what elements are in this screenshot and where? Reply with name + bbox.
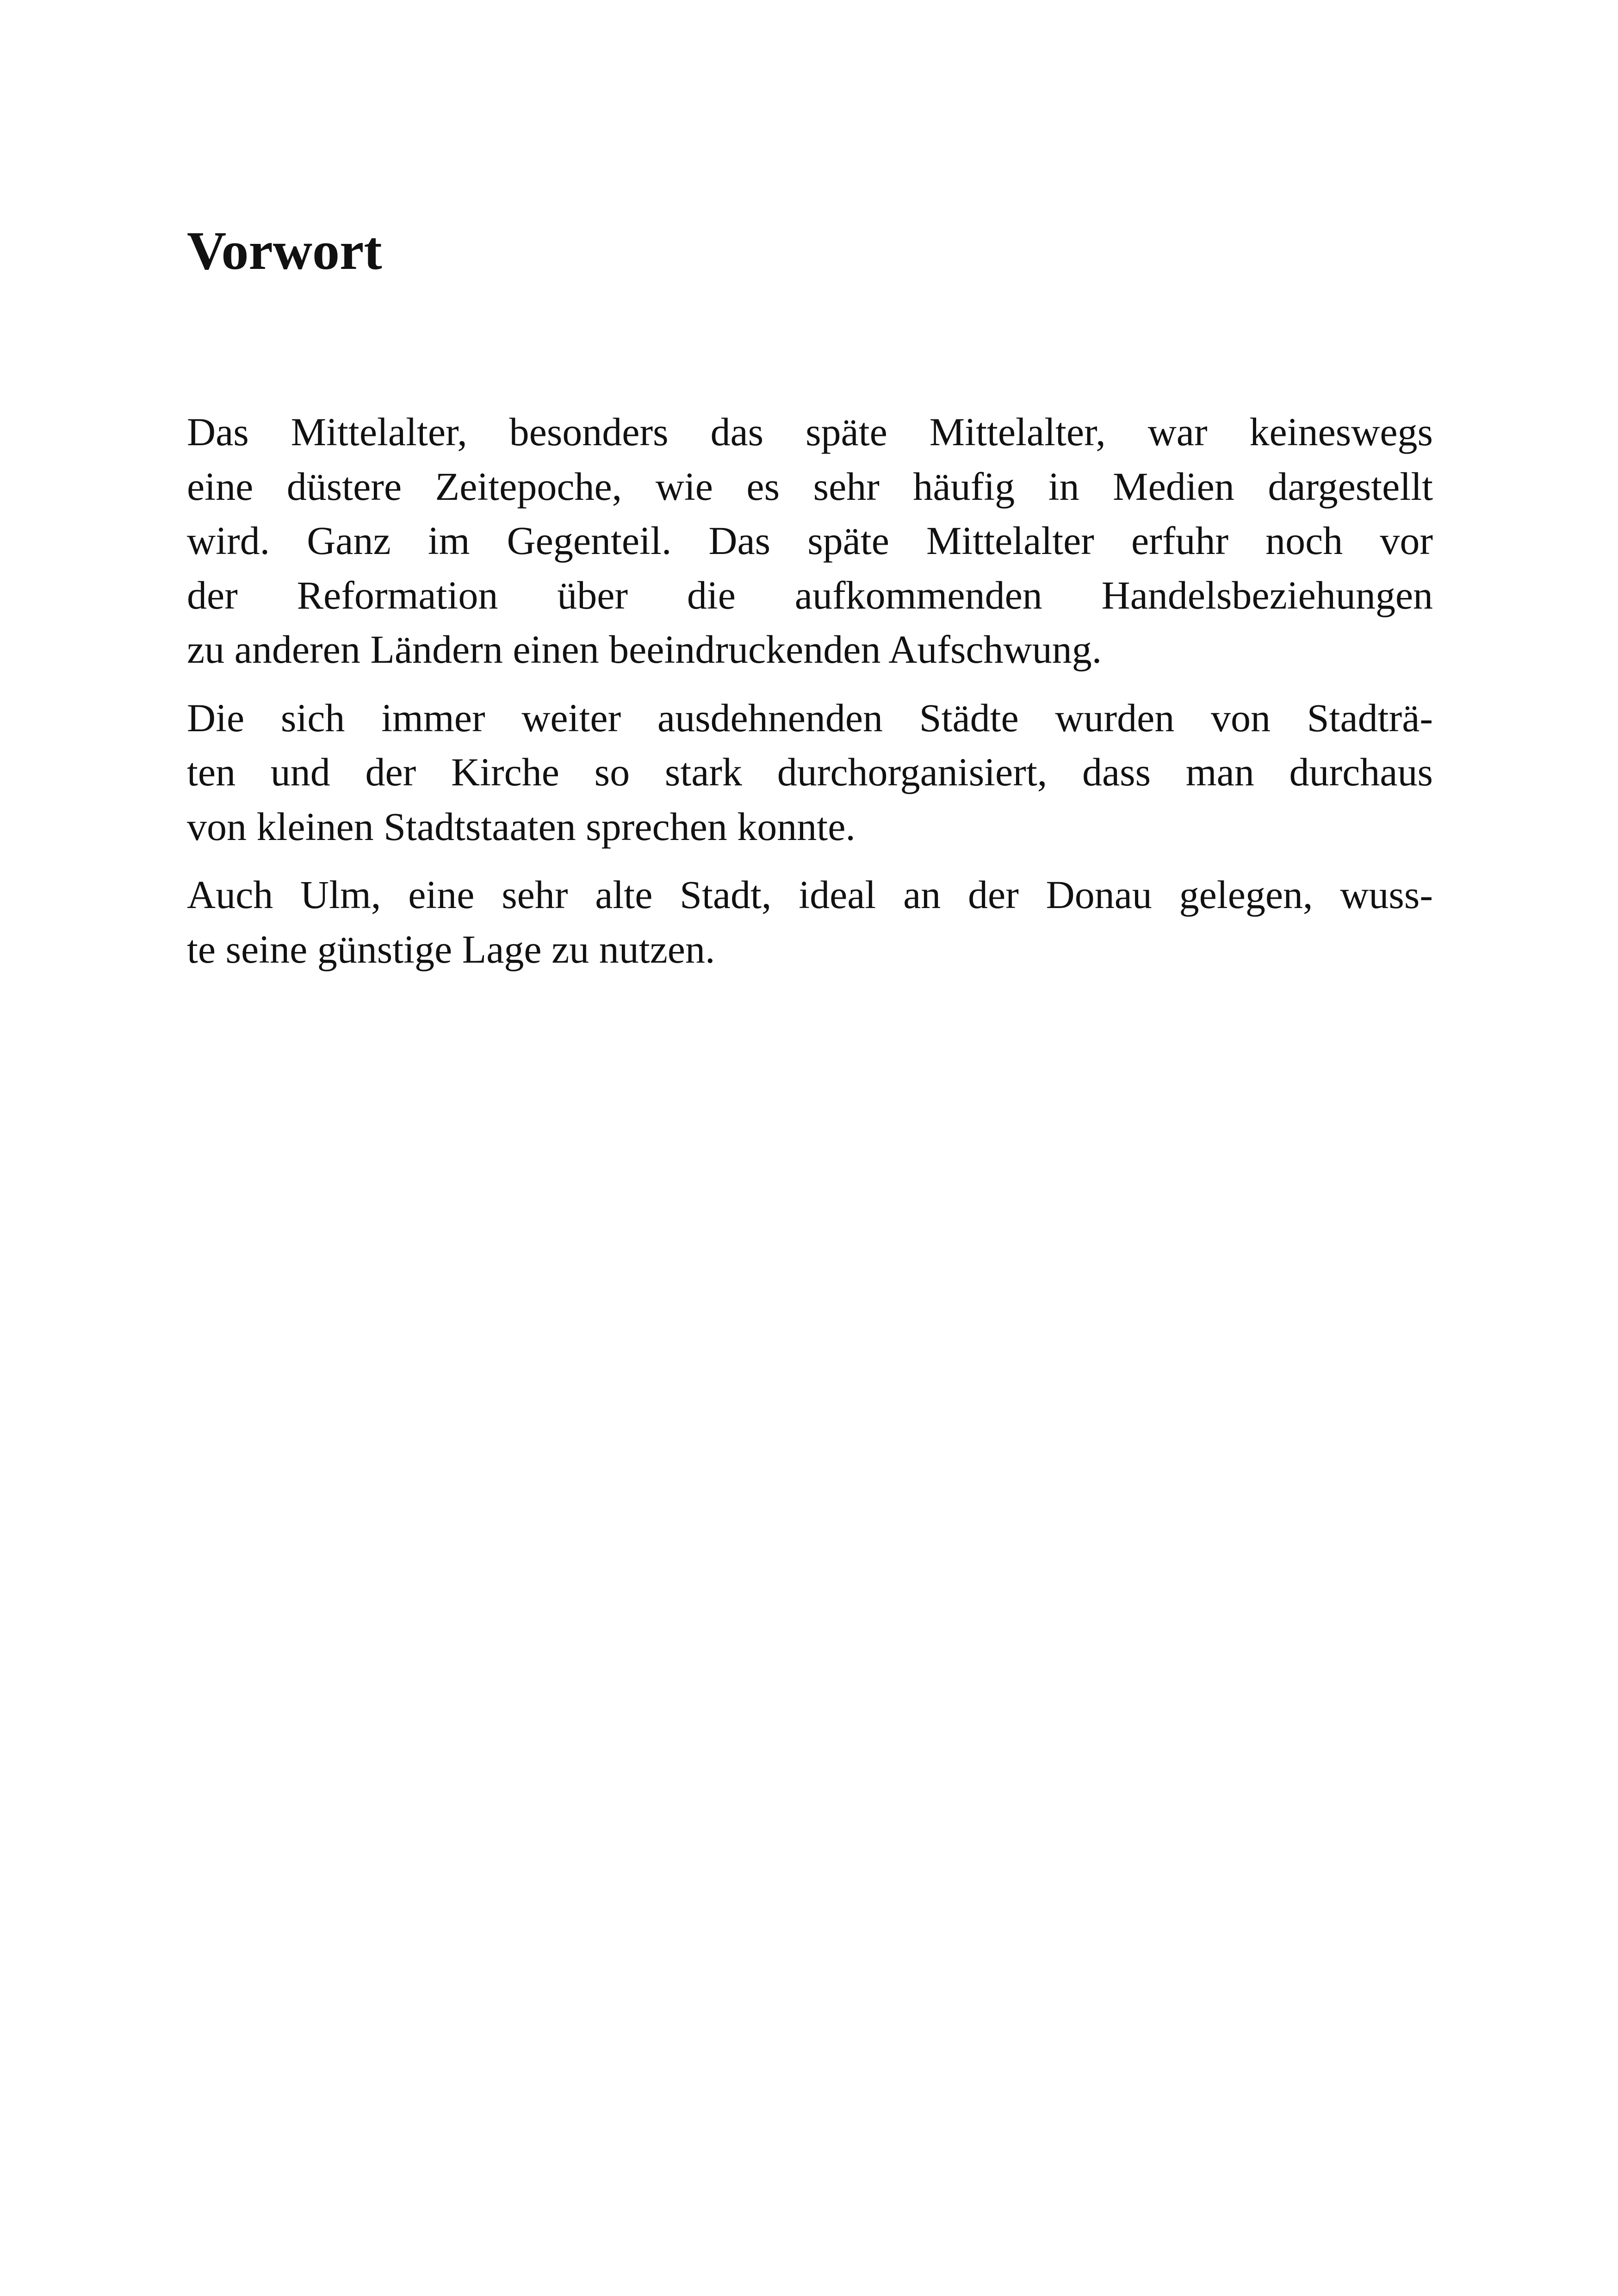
page-title: Vorwort xyxy=(187,220,382,281)
paragraph-3 xyxy=(187,868,1433,977)
body-text xyxy=(187,405,1433,990)
text-line: Das Mittelalter, besonders das späte Mittelalter, war keineswegs xyxy=(187,410,1433,454)
text-line: von kleinen Stadtstaaten sprechen konnte. xyxy=(187,804,855,849)
text-line: der Reformation über die aufkommenden Handelsbeziehungen xyxy=(187,572,1433,617)
text-line: Auch Ulm, eine sehr alte Stadt, ideal an der Donau gelegen, wuss- xyxy=(187,872,1433,917)
text-line: eine düstere Zeitepoche, wie es sehr häufig in Medien dargestellt xyxy=(187,464,1433,509)
text-line: wird. Ganz im Gegenteil. Das späte Mittelalter erfuhr noch vor xyxy=(187,518,1433,563)
text-line: Die sich immer weiter ausdehnenden Städte wurden von Stadträ- xyxy=(187,695,1433,740)
text-line: ten und der Kirche so stark durchorganisiert, dass man durchaus xyxy=(187,750,1433,794)
paragraph-2 xyxy=(187,691,1433,854)
text-line: zu anderen Ländern einen beeindruckenden Aufschwung. xyxy=(187,627,1102,672)
text-line: te seine günstige Lage zu nutzen. xyxy=(187,927,715,971)
paragraph-1 xyxy=(187,405,1433,677)
